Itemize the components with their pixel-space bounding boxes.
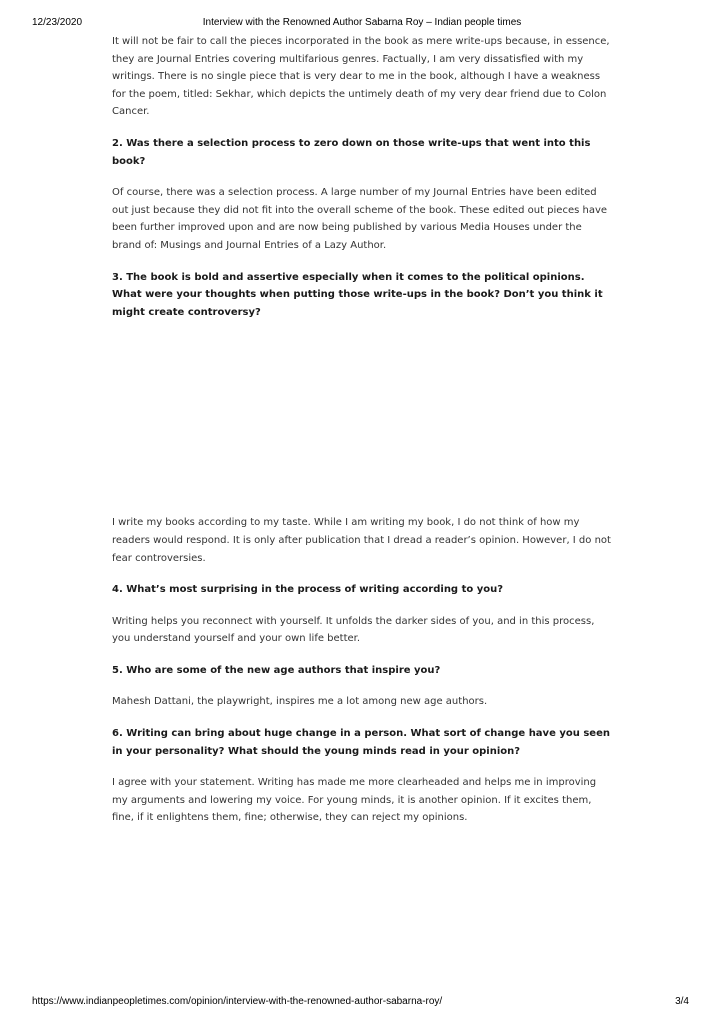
question-heading: 5. Who are some of the new age authors that inspire you? (112, 664, 441, 676)
print-date: 12/23/2020 (32, 17, 83, 28)
question-heading: 6. Writing can bring about huge change in a person. What sort of change have you seen in your personality? What should the young minds read in your opinion? (112, 728, 610, 757)
page-number: 3/4 (675, 996, 689, 1007)
print-url: https://www.indianpeopletimes.com/opinion/interview-with-the-renowned-author-sabarna-roy/ (32, 996, 443, 1007)
answer-paragraph: I write my books according to my taste. While I am writing my book, I do not think of how my readers would respond. It is only after publication that I dread a reader’s opinion. However, I do not fear controversies. (112, 517, 611, 564)
question-heading: 3. The book is bold and assertive especially when it comes to the political opinions. What were your thoughts when putting those write-ups in the book? Don’t you think it might create controversy? (112, 271, 603, 318)
answer-paragraph: Writing helps you reconnect with yourself. It unfolds the darker sides of you, and in this process, you understand yourself and your own life better. (112, 615, 595, 645)
question-heading: 4. What’s most surprising in the process of writing according to you? (112, 584, 504, 596)
answer-paragraph: Mahesh Dattani, the playwright, inspires me a lot among new age authors. (112, 696, 488, 708)
question-heading: 2. Was there a selection process to zero down on those write-ups that went into this book? (112, 137, 591, 167)
answer-paragraph: It will not be fair to call the pieces incorporated in the book as mere write-ups because, in essence, they are Journal Entries covering multifarious genres. Factually, I am very dissatisfied with my writings. There is no single piece that is very dear to me in the book, although I have a weakness for the poem, titled: Sekhar, which depicts the untimely death of my very dear friend due to Colon Cancer. (112, 36, 610, 118)
answer-paragraph: I agree with your statement. Writing has made me more clearheaded and helps me in improving my arguments and lowering my voice. For young minds, it is another opinion. If it excites them, fine, if it enlightens them, fine; otherwise, they can reject my opinions. (112, 777, 597, 824)
print-page-title: Interview with the Renowned Author Sabarna Roy – Indian people times (202, 17, 522, 28)
article-body (112, 33, 612, 827)
answer-paragraph: Of course, there was a selection process. A large number of my Journal Entries have been edited out just because they did not fit into the overall scheme of the book. These edited out pieces have been further improved upon and are now being published by various Media Houses under the brand of: Musings and Journal Entries of a Lazy Author. (112, 187, 608, 251)
blank-ad-space (112, 321, 612, 514)
print-footer (0, 996, 724, 1010)
print-header (0, 17, 724, 31)
